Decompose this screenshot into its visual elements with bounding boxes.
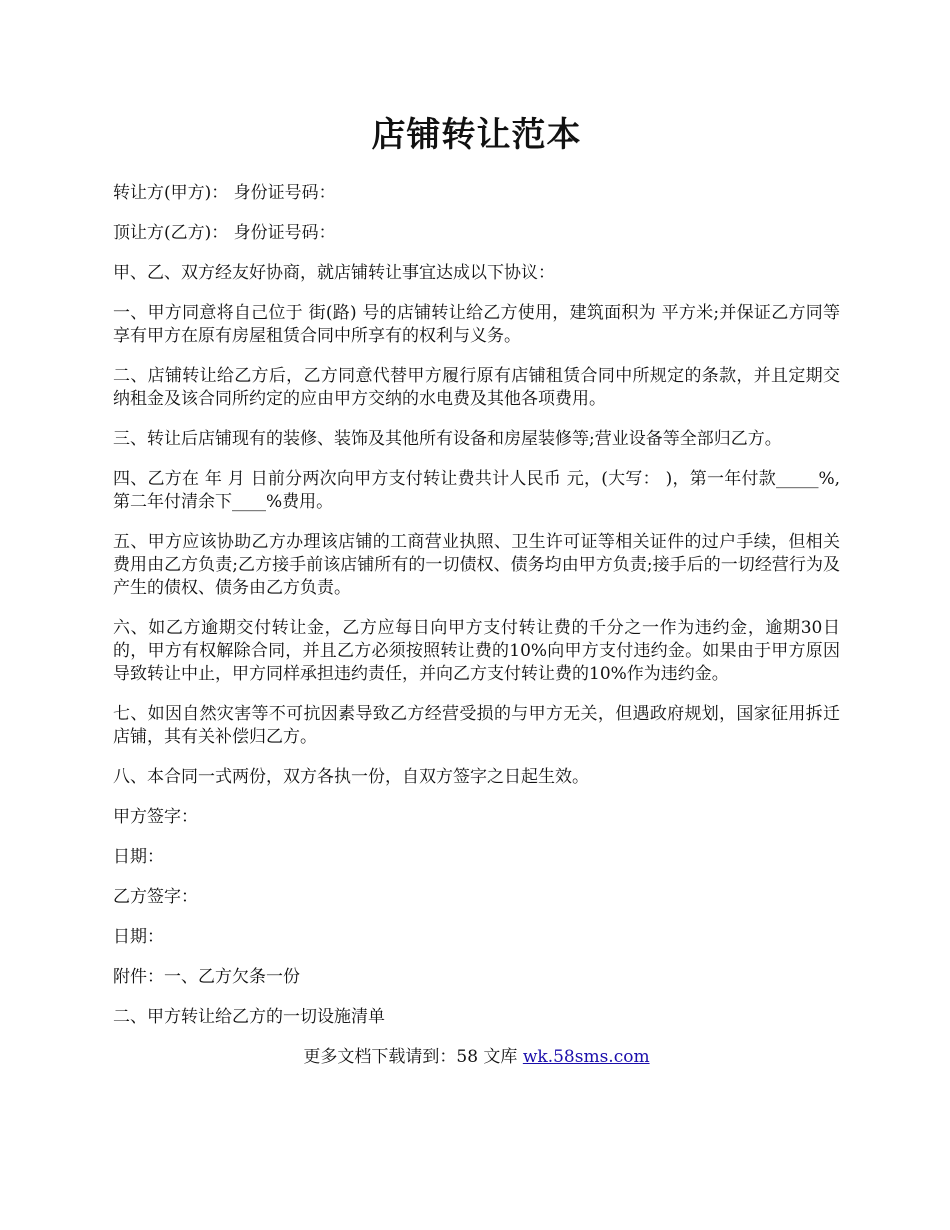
attachment-1: 附件：一、乙方欠条一份 xyxy=(113,967,300,987)
footer xyxy=(113,1046,840,1069)
footer-text: 更多文档下载请到：58 文库 xyxy=(303,1047,523,1067)
clause-1: 一、甲方同意将自己位于 街(路) 号的店铺转让给乙方使用，建筑面积为 平方米;并保证乙方同等享有甲方在原有房屋租赁合同中所享有的权利与义务。 xyxy=(113,303,840,346)
clause-6: 六、如乙方逾期交付转让金，乙方应每日向甲方支付转让费的千分之一作为违约金，逾期30日的，甲方有权解除合同，并且乙方必须按照转让费的10%向甲方支付违约金。如果由于甲方原因导致转让中止，甲方同样承担违约责任，并向乙方支付转让费的10%作为违约金。 xyxy=(113,618,840,684)
clause-5: 五、甲方应该协助乙方办理该店铺的工商营业执照、卫生许可证等相关证件的过户手续，但相关费用由乙方负责;乙方接手前该店铺所有的一切债权、债务均由甲方负责;接手后的一切经营行为及产生的债权、债务由乙方负责。 xyxy=(113,532,840,598)
clause-7: 七、如因自然灾害等不可抗因素导致乙方经营受损的与甲方无关，但遇政府规划，国家征用拆迁店铺，其有关补偿归乙方。 xyxy=(113,704,840,747)
clause-8: 八、本合同一式两份，双方各执一份，自双方签字之日起生效。 xyxy=(113,767,589,787)
attachment-2: 二、甲方转让给乙方的一切设施清单 xyxy=(113,1007,385,1027)
paragraph-transferee: 顶让方(乙方)： 身份证号码： xyxy=(113,223,336,243)
clause-3: 三、转让后店铺现有的装修、装饰及其他所有设备和房屋装修等;营业设备等全部归乙方。 xyxy=(113,429,782,449)
paragraph-intro: 甲、乙、双方经友好协商，就店铺转让事宜达成以下协议： xyxy=(113,263,555,283)
party-a-date: 日期： xyxy=(113,847,164,867)
paragraph-transferor: 转让方(甲方)： 身份证号码： xyxy=(113,183,336,203)
party-b-signature: 乙方签字： xyxy=(113,887,198,907)
footer-link[interactable]: wk.58sms.com xyxy=(522,1047,650,1067)
party-a-signature: 甲方签字： xyxy=(113,807,198,827)
document-title: 店铺转让范本 xyxy=(371,115,582,155)
clause-2: 二、店铺转让给乙方后，乙方同意代替甲方履行原有店铺租赁合同中所规定的条款，并且定期交纳租金及该合同所约定的应由甲方交纳的水电费及其他各项费用。 xyxy=(113,366,840,409)
clause-4: 四、乙方在 年 月 日前分两次向甲方支付转让费共计人民币 元，(大写： )，第一年付款_____%,第二年付清余下____%费用。 xyxy=(113,469,840,512)
party-b-date: 日期： xyxy=(113,927,164,947)
